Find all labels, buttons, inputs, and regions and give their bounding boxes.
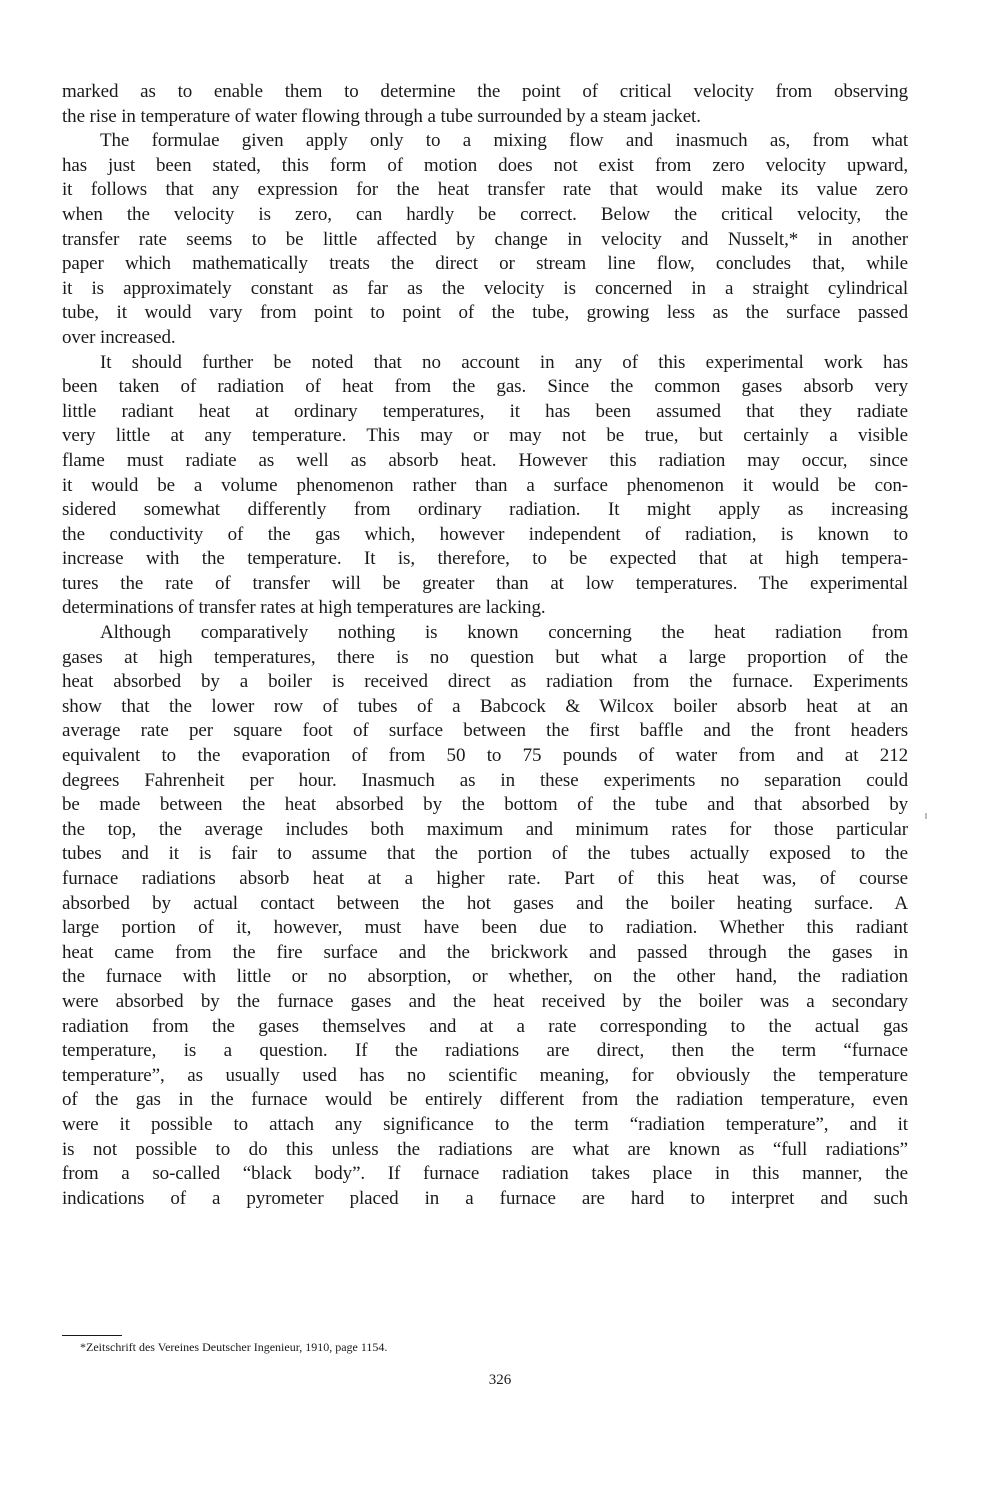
text-line: from a so-called “black body”. If furnace radiation takes place in this manner, the (62, 1163, 908, 1185)
paragraph (62, 351, 908, 622)
text-line: is not possible to do this unless the radiations are what are known as “full radiations” (62, 1138, 908, 1160)
text-line: temperature”, as usually used has no scientific meaning, for obviously the temperature (62, 1064, 908, 1086)
text-line: tubes and it is fair to assume that the portion of the tubes actually exposed to the (62, 843, 908, 865)
text-line: It should further be noted that no account in any of this experimental work has (100, 351, 908, 373)
text-line: of the gas in the furnace would be entirely different from the radiation temperature, even (62, 1089, 908, 1111)
text-line: heat absorbed by a boiler is received direct as radiation from the furnace. Experiments (62, 671, 908, 693)
text-line: flame must radiate as well as absorb heat. However this radiation may occur, since (62, 449, 908, 471)
text-line: temperature, is a question. If the radiations are direct, then the term “furnace (62, 1040, 908, 1062)
text-line: were it possible to attach any significance to the term “radiation temperature”, and it (62, 1113, 908, 1135)
text-line: radiation from the gases themselves and at a rate corresponding to the actual gas (62, 1015, 908, 1037)
text-line: it would be a volume phenomenon rather than a surface phenomenon it would be con- (62, 474, 908, 496)
text-line: been taken of radiation of heat from the gas. Since the common gases absorb very (62, 376, 908, 398)
page-body (62, 80, 908, 1211)
text-line: over increased. (62, 326, 176, 348)
text-line: heat came from the fire surface and the brickwork and passed through the gases in (62, 941, 908, 963)
text-line: be made between the heat absorbed by the bottom of the tube and that absorbed by (62, 794, 908, 816)
footnote: *Zeitschrift des Vereines Deutscher Ingenieur, 1910, page 1154. (80, 1340, 388, 1354)
text-line: equivalent to the evaporation of from 50 to 75 pounds of water from and at 212 (62, 745, 908, 767)
text-line: The formulae given apply only to a mixing flow and inasmuch as, from what (100, 130, 908, 152)
text-line: it follows that any expression for the heat transfer rate that would make its value zero (62, 179, 908, 201)
text-line: furnace radiations absorb heat at a higher rate. Part of this heat was, of course (62, 868, 908, 889)
text-line: sidered somewhat differently from ordinary radiation. It might apply as increasing (62, 499, 908, 521)
text-line: the conductivity of the gas which, however independent of radiation, is known to (62, 523, 908, 545)
margin-mark (925, 813, 927, 819)
text-line: tures the rate of transfer will be greater than at low temperatures. The experimental (62, 572, 908, 594)
text-line: the furnace with little or no absorption, or whether, on the other hand, the radiation (62, 966, 908, 988)
text-line: degrees Fahrenheit per hour. Inasmuch as in these experiments no separation could (62, 769, 908, 791)
text-line: large portion of it, however, must have been due to radiation. Whether this radiant (62, 917, 908, 939)
page-number: 326 (488, 1372, 512, 1388)
text-line: indications of a pyrometer placed in a furnace are hard to interpret and such (62, 1187, 908, 1209)
text-line: tube, it would vary from point to point of the tube, growing less as the surface passed (62, 302, 908, 324)
text-line: marked as to enable them to determine the point of critical velocity from observing (62, 81, 908, 102)
text-line: average rate per square foot of surface between the first baffle and the front headers (62, 720, 908, 742)
text-line: gases at high temperatures, there is no question but what a large proportion of the (62, 646, 908, 668)
text-line: transfer rate seems to be little affected by change in velocity and Nusselt,* in another (62, 228, 908, 250)
text-line: it is approximately constant as far as the velocity is concerned in a straight cylindrical (62, 277, 908, 299)
text-line: show that the lower row of tubes of a Babcock & Wilcox boiler absorb heat at an (62, 695, 908, 717)
text-line: paper which mathematically treats the direct or stream line flow, concludes that, while (62, 253, 908, 275)
footnote-rule (62, 1335, 122, 1336)
text-line: the rise in temperature of water flowing through a tube surrounded by a steam jacket. (62, 105, 701, 127)
text-line: were absorbed by the furnace gases and the heat received by the boiler was a secondary (62, 990, 908, 1012)
text-line: has just been stated, this form of motion does not exist from zero velocity upward, (62, 154, 908, 176)
text-line: little radiant heat at ordinary temperatures, it has been assumed that they radiate (62, 400, 908, 422)
text-line: increase with the temperature. It is, therefore, to be expected that at high tempera- (62, 548, 908, 570)
text-line: determinations of transfer rates at high temperatures are lacking. (62, 597, 546, 619)
paragraph (62, 621, 908, 1211)
text-line: when the velocity is zero, can hardly be correct. Below the critical velocity, the (62, 203, 908, 225)
text-line: Although comparatively nothing is known concerning the heat radiation from (100, 622, 908, 644)
text-line: very little at any temperature. This may or may not be true, but certainly a visible (62, 425, 908, 447)
paragraph (62, 129, 908, 350)
text-line: absorbed by actual contact between the hot gases and the boiler heating surface. A (62, 892, 908, 914)
text-line: the top, the average includes both maximum and minimum rates for those particular (62, 818, 908, 840)
paragraph (62, 80, 908, 129)
